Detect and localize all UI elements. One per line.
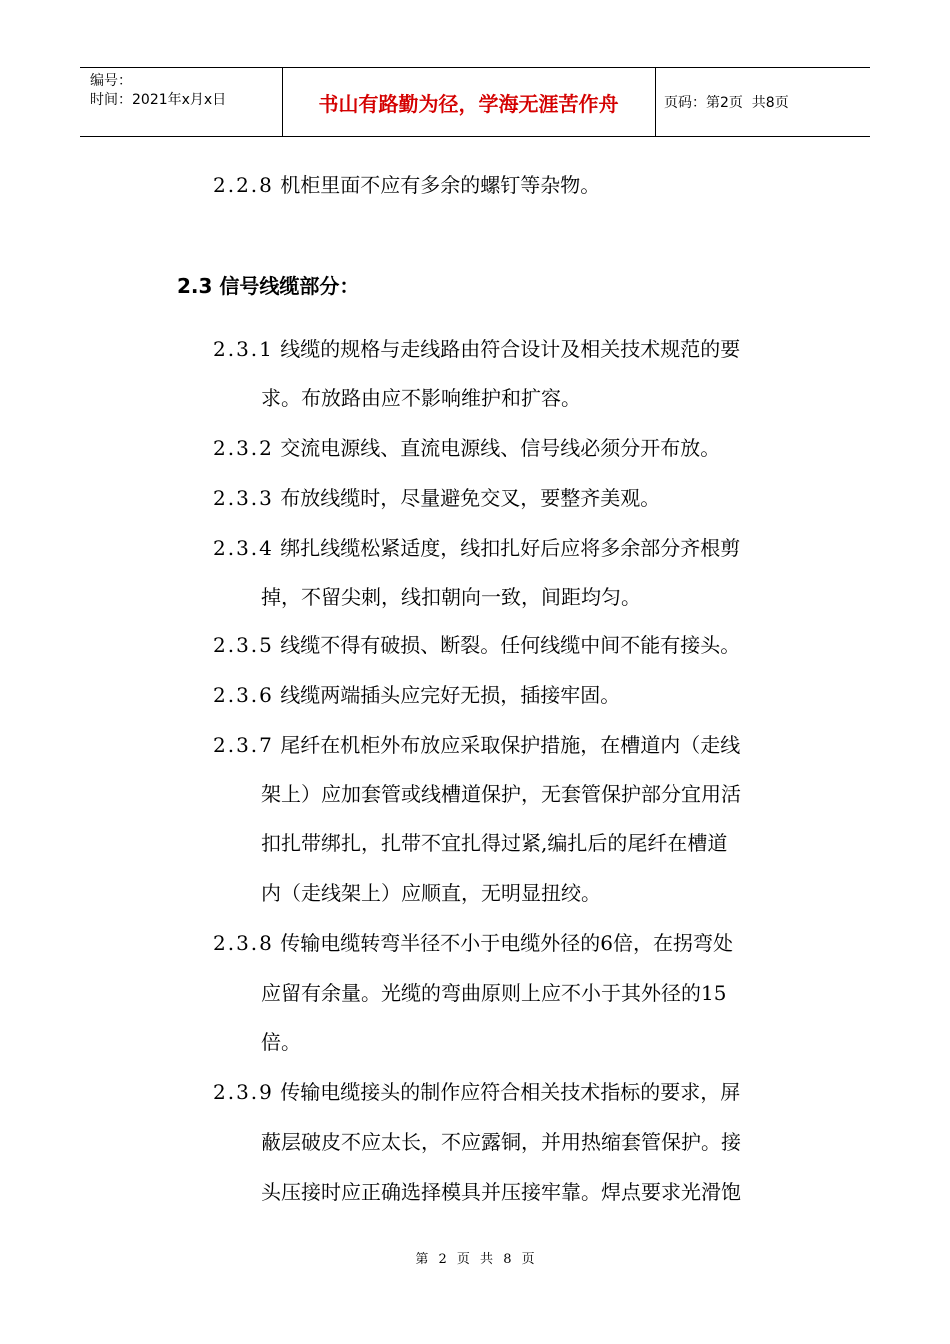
item-number: 2.3.5: [213, 633, 274, 657]
header-meta: [90, 72, 226, 110]
item-text: 机柜里面不应有多余的螺钉等杂物。: [280, 173, 601, 197]
item-number: 2.2.8: [213, 173, 274, 197]
item-text: 布放线缆时，尽量避免交叉，要整齐美观。: [280, 486, 661, 510]
item-text: 尾纤在机柜外布放应采取保护措施，在槽道内（走线: [280, 733, 741, 757]
item-number: 2.3.8: [213, 931, 274, 955]
item-text: 传输电缆接头的制作应符合相关技术指标的要求，屏: [280, 1080, 741, 1104]
item-2-3-3: [213, 486, 660, 510]
item-2-3-7-cont-2: 扣扎带绑扎，扎带不宜扎得过紧,编扎后的尾纤在槽道: [261, 831, 728, 855]
item-2-3-4: [213, 536, 740, 560]
item-number: 2.3.3: [213, 486, 274, 510]
item-text: 线缆不得有破损、断裂。任何线缆中间不能有接头。: [280, 633, 741, 657]
section-heading-2-3: 2.3 信号线缆部分：: [177, 274, 360, 298]
item-2-3-8: [213, 931, 733, 955]
item-2-3-1: [213, 337, 740, 361]
item-2-3-7: [213, 733, 740, 757]
item-2-3-9-cont-2: 头压接时应正确选择模具并压接牢靠。焊点要求光滑饱: [261, 1180, 741, 1204]
item-number: 2.3.4: [213, 536, 274, 560]
item-2-3-7-cont-1: 架上）应加套管或线槽道保护，无套管保护部分宜用活: [261, 782, 741, 806]
header-divider-2: [655, 68, 656, 136]
item-2-3-8-cont-1: 应留有余量。光缆的弯曲原则上应不小于其外径的15: [261, 981, 727, 1005]
item-2-3-8-cont-2: 倍。: [261, 1030, 301, 1054]
time-label: 时间：2021年x月x日: [90, 92, 227, 108]
item-number: 2.3.2: [213, 436, 274, 460]
item-2-3-1-cont: 求。布放路由应不影响维护和扩容。: [261, 386, 581, 410]
item-2-3-2: [213, 436, 720, 460]
item-number: 2.3.7: [213, 733, 274, 757]
serial-label: 编号：: [90, 73, 132, 89]
item-2-3-6: [213, 683, 620, 707]
item-2-3-9-cont-1: 蔽层破皮不应太长，不应露铜，并用热缩套管保护。接: [261, 1130, 741, 1154]
item-2-2-8: [213, 173, 600, 197]
header-page-code: 页码：第2页 共8页: [664, 95, 789, 111]
item-2-3-4-cont: 掉，不留尖刺，线扣朝向一致，间距均匀。: [261, 585, 641, 609]
page-footer: 第 2 页 共 8 页: [415, 1252, 535, 1267]
item-text: 线缆两端插头应完好无损，插接牢固。: [280, 683, 621, 707]
header-table: [80, 67, 870, 137]
item-text: 绑扎线缆松紧适度，线扣扎好后应将多余部分齐根剪: [280, 536, 741, 560]
item-2-3-9: [213, 1080, 740, 1104]
item-2-3-5: [213, 633, 740, 657]
header-motto: 书山有路勤为径，学海无涯苦作舟: [318, 91, 619, 116]
item-number: 2.3.1: [213, 337, 274, 361]
item-number: 2.3.6: [213, 683, 274, 707]
item-text: 交流电源线、直流电源线、信号线必须分开布放。: [280, 436, 721, 460]
item-number: 2.3.9: [213, 1080, 274, 1104]
item-text: 线缆的规格与走线路由符合设计及相关技术规范的要: [280, 337, 741, 361]
item-2-3-7-cont-3: 内（走线架上）应顺直，无明显扭绞。: [261, 881, 601, 905]
item-text: 传输电缆转弯半径不小于电缆外径的6倍，在拐弯处: [280, 931, 733, 955]
